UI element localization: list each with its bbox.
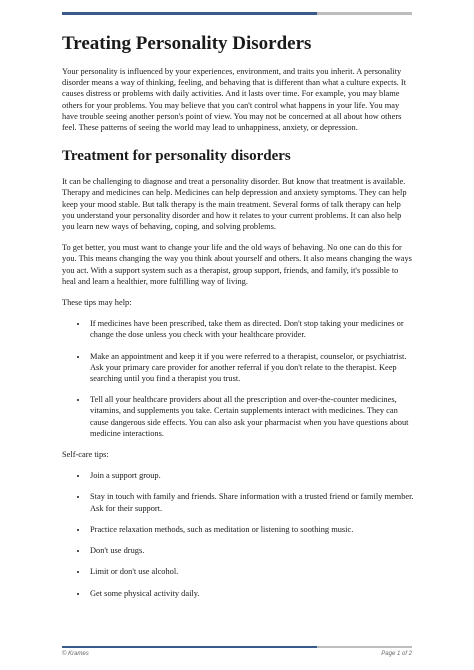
selfcare-intro: Self-care tips: <box>62 450 109 460</box>
list-item: • If medicines have been prescribed, take them as directed. Don't stop taking your medicines or change the dose unless you check with your healthcare provider. <box>88 318 414 340</box>
document-body <box>62 32 414 609</box>
list-item: • Practice relaxation methods, such as meditation or listening to soothing music. <box>88 524 414 535</box>
tips-list <box>62 318 414 439</box>
copyright-text: © Krames <box>62 651 89 657</box>
list-item: • Don't use drugs. <box>88 545 414 556</box>
page-number: Page 1 of 2 <box>381 651 412 657</box>
list-item: • Limit or don't use alcohol. <box>88 566 414 577</box>
list-item: • Join a support group. <box>88 470 414 481</box>
top-rule <box>62 12 412 15</box>
bottom-rule <box>62 646 412 648</box>
section-heading: Treatment for personality disorders <box>62 148 291 165</box>
selfcare-list <box>62 470 414 598</box>
list-item: • Stay in touch with family and friends. Share information with a trusted friend or family member. Ask for their support. <box>88 491 414 513</box>
paragraph-1: It can be challenging to diagnose and treat a personality disorder. But know that treatment is available. Therapy and medicines can help. Medicines can help depression and anxiety symptoms. They can help keep your mood stable. But talk therapy is the main treatment. Several forms of talk therapy can help you understand your personality disorder and how it relates to your current problems. It can also help you learn new ways of behaving, coping, and solving problems. <box>62 177 407 232</box>
intro-paragraph: Your personality is influenced by your experiences, environment, and traits you inherit. A personality disorder means a way of thinking, feeling, and behaving that is different than what a culture expects. It causes distress or problems with daily activities. And it lasts over time. For example, you may blame others for your problems. You may believe that you can't control what happens in your life. You may have trouble seeing another person's point of view. You may not be concerned at all about how others feel. These patterns of seeing the world may lead to unhappiness, anxiety, or depression. <box>62 67 407 133</box>
page-title: Treating Personality Disorders <box>62 33 312 54</box>
top-rule-accent <box>62 12 317 15</box>
paragraph-2: To get better, you must want to change your life and the old ways of behaving. No one can do this for you. This means changing the way you think about yourself and others. It also means changing the ways you act. With a support system such as a therapist, group support, friends, and family, it's possible to heal and learn a healthier, more fulfilling way of living. <box>62 243 412 286</box>
bottom-rule-accent <box>62 646 317 648</box>
list-item: • Make an appointment and keep it if you were referred to a therapist, counselor, or psychiatrist. Ask your primary care provider for another referral if you don't relate to the therapist. Keep searching until you find a therapist you trust. <box>88 351 414 385</box>
list-item: • Tell all your healthcare providers about all the prescription and over-the-counter medicines, vitamins, and supplements you take. Certain supplements interact with medicines. They can cause dangerous side effects. You can also ask your pharmacist when you have questions about medicine interactions. <box>88 394 414 439</box>
tips-intro: These tips may help: <box>62 298 132 308</box>
list-item: • Get some physical activity daily. <box>88 588 414 599</box>
